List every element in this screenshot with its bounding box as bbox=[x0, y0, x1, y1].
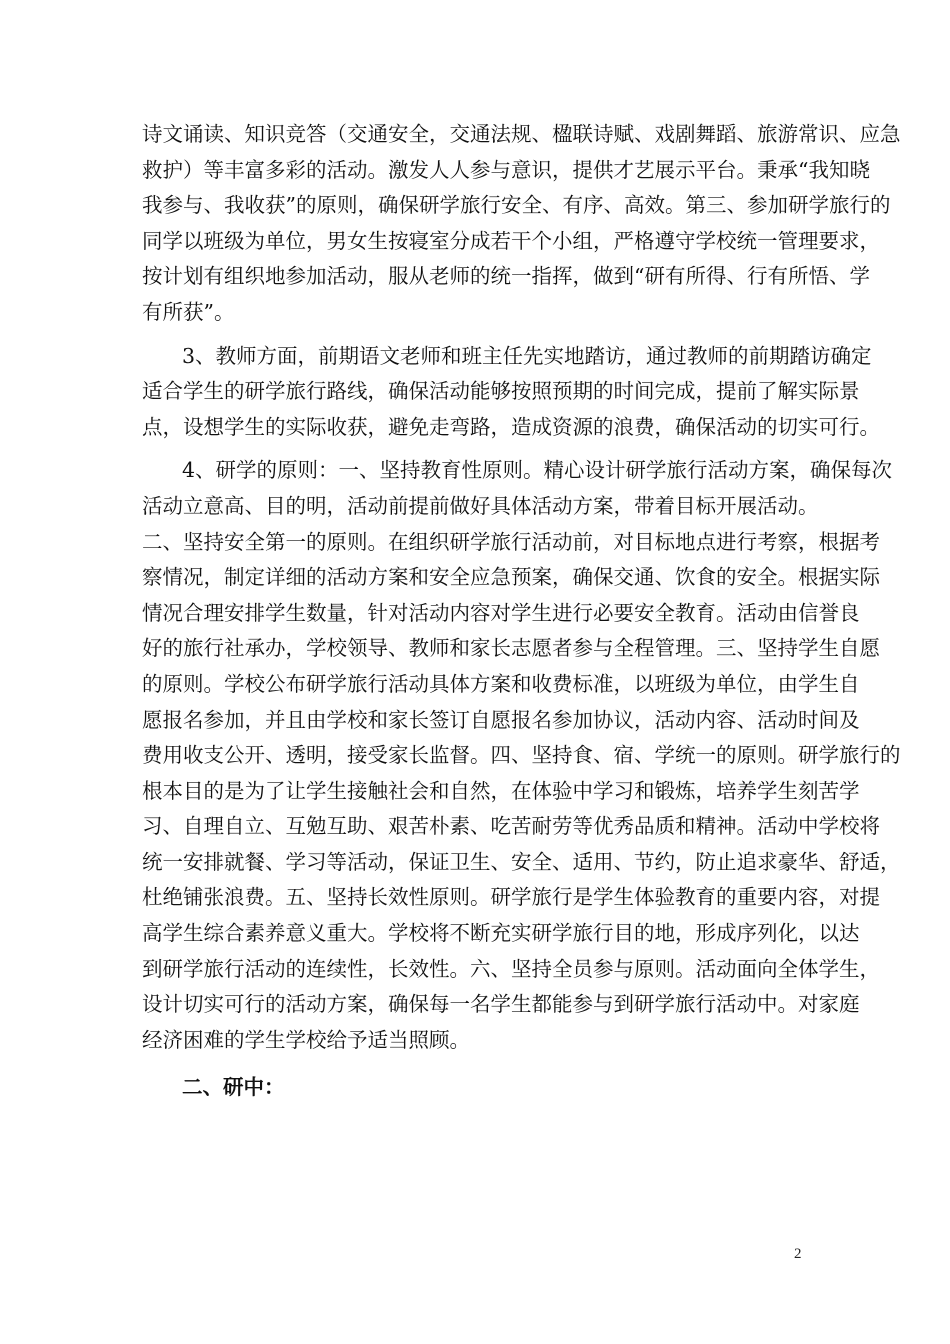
text-line: 我参与、我收获”的原则，确保研学旅行安全、有序、高效。第三、参加研学旅行的 bbox=[142, 193, 891, 218]
text-line: 二、坚持安全第一的原则。在组织研学旅行活动前，对目标地点进行考察，根据考 bbox=[142, 529, 880, 554]
text-line: 的原则。学校公布研学旅行活动具体方案和收费标准，以班级为单位，由学生自 bbox=[142, 671, 860, 696]
text-line: 有所获”。 bbox=[142, 299, 235, 324]
text-line: 到研学旅行活动的连续性，长效性。六、坚持全员参与原则。活动面向全体学生， bbox=[142, 956, 880, 981]
text-line: 察情况，制定详细的活动方案和安全应急预案，确保交通、饮食的安全。根据实际 bbox=[142, 565, 880, 590]
text-line: 诗文诵读、知识竞答（交通安全，交通法规、楹联诗赋、戏剧舞蹈、旅游常识、应急 bbox=[142, 122, 901, 146]
paragraph-activities bbox=[142, 117, 901, 331]
paragraph-teachers bbox=[142, 339, 880, 446]
section-heading: 二、研中： bbox=[182, 1075, 285, 1100]
text-line: 活动立意高、目的明，活动前提前做好具体活动方案，带着目标开展活动。 bbox=[142, 493, 819, 518]
paragraph-safety-principles bbox=[142, 525, 901, 1059]
text-line: 费用收支公开、透明，接受家长监督。四、坚持食、宿、学统一的原则。研学旅行的 bbox=[142, 743, 901, 768]
text-line: 设计切实可行的活动方案，确保每一名学生都能参与到研学旅行活动中。对家庭 bbox=[142, 992, 860, 1017]
text-line: 经济困难的学生学校给予适当照顾。 bbox=[142, 1027, 470, 1052]
text-line: 救护）等丰富多彩的活动。激发人人参与意识，提供才艺展示平台。秉承“我知晓 bbox=[142, 157, 870, 182]
text-line: 按计划有组织地参加活动，服从老师的统一指挥，做到“研有所得、行有所悟、学 bbox=[142, 264, 870, 289]
text-line: 适合学生的研学旅行路线，确保活动能够按照预期的时间完成，提前了解实际景 bbox=[142, 379, 860, 404]
text-line: 情况合理安排学生数量，针对活动内容对学生进行必要安全教育。活动由信誉良 bbox=[142, 600, 860, 625]
document-body bbox=[142, 117, 901, 1106]
text-line: 统一安排就餐、学习等活动，保证卫生、安全、适用、节约，防止追求豪华、舒适， bbox=[142, 849, 901, 874]
text-line: 好的旅行社承办，学校领导、教师和家长志愿者参与全程管理。三、坚持学生自愿 bbox=[142, 636, 880, 661]
text-line: 根本目的是为了让学生接触社会和自然，在体验中学习和锻炼，培养学生刻苦学 bbox=[142, 778, 860, 803]
text-line: 杜绝铺张浪费。五、坚持长效性原则。研学旅行是学生体验教育的重要内容，对提 bbox=[142, 885, 880, 910]
text-line: 点，设想学生的实际收获，避免走弯路，造成资源的浪费，确保活动的切实可行。 bbox=[142, 414, 880, 439]
text-line: 愿报名参加，并且由学校和家长签订自愿报名参加协议，活动内容、活动时间及 bbox=[142, 707, 860, 732]
text-line: 4、研学的原则：一、坚持教育性原则。精心设计研学旅行活动方案，确保每次 bbox=[182, 458, 893, 483]
text-line: 同学以班级为单位，男女生按寝室分成若干个小组，严格遵守学校统一管理要求， bbox=[142, 228, 880, 253]
page-number: 2 bbox=[794, 1246, 802, 1262]
paragraph-principles bbox=[142, 453, 893, 524]
text-line: 3、教师方面，前期语文老师和班主任先实地踏访，通过教师的前期踏访确定 bbox=[182, 343, 872, 368]
text-line: 习、自理自立、互勉互助、艰苦朴素、吃苦耐劳等优秀品质和精神。活动中学校将 bbox=[142, 814, 880, 839]
text-line: 高学生综合素养意义重大。学校将不断充实研学旅行目的地，形成序列化，以达 bbox=[142, 921, 860, 946]
